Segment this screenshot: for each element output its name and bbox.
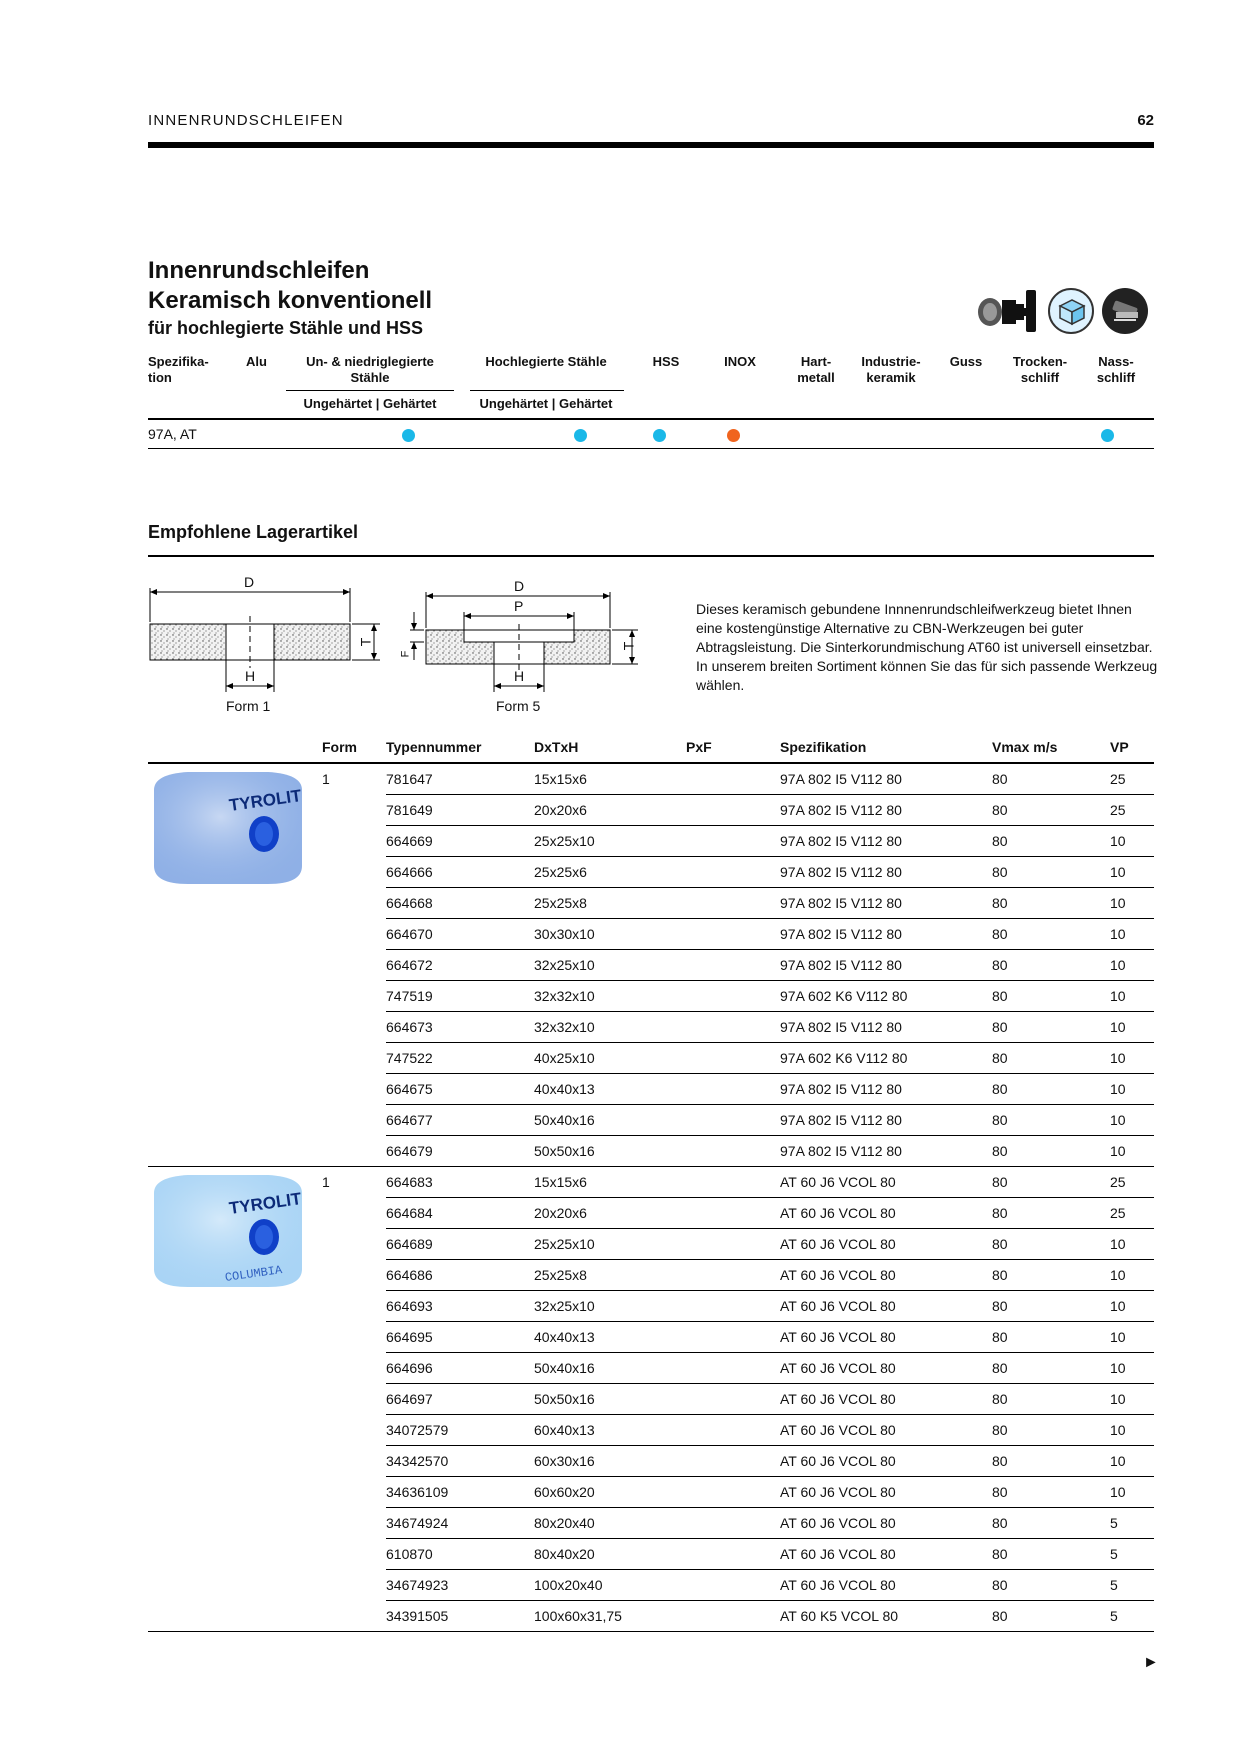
cell-dxtxh: 15x15x6 (534, 763, 686, 795)
matrix-col-guss (944, 354, 988, 370)
form5-caption: Form 5 (496, 698, 541, 714)
cell-dxtxh: 40x25x10 (534, 1043, 686, 1074)
table-row (148, 763, 1154, 795)
matrix-col-label: Trocken- schliff (1012, 354, 1068, 385)
cell-dxtxh: 32x32x10 (534, 981, 686, 1012)
cell-vmax: 80 (992, 919, 1110, 950)
cell-vp: 10 (1110, 1074, 1154, 1105)
cell-typennummer: 747522 (386, 1043, 534, 1074)
col-typennummer: Typennummer (386, 731, 534, 763)
cell-typennummer: 664683 (386, 1167, 534, 1198)
cell-spezifikation: 97A 602 K6 V112 80 (780, 1043, 992, 1074)
col-image (148, 731, 322, 763)
cell-spezifikation: AT 60 J6 VCOL 80 (780, 1353, 992, 1384)
cell-dxtxh: 20x20x6 (534, 1198, 686, 1229)
matrix-col-label: Hart- metall (797, 354, 835, 385)
cell-typennummer: 664669 (386, 826, 534, 857)
matrix-col-unlegiert (290, 354, 450, 386)
dot-hochlegiert (574, 429, 587, 442)
cell-spezifikation: AT 60 J6 VCOL 80 (780, 1229, 992, 1260)
form-diagrams (148, 574, 648, 714)
cell-pxf (686, 1198, 780, 1229)
cell-dxtxh: 32x32x10 (534, 1012, 686, 1043)
cell-pxf (686, 1353, 780, 1384)
cell-spezifikation: AT 60 J6 VCOL 80 (780, 1570, 992, 1601)
cell-spezifikation: AT 60 J6 VCOL 80 (780, 1446, 992, 1477)
cell-typennummer: 664670 (386, 919, 534, 950)
cell-vp: 10 (1110, 1136, 1154, 1167)
cell-vmax: 80 (992, 1043, 1110, 1074)
col-form: Form (322, 731, 386, 763)
cell-spezifikation: 97A 802 I5 V112 80 (780, 1012, 992, 1043)
cell-pxf (686, 888, 780, 919)
matrix-col-label: INOX (724, 354, 756, 369)
product-image (148, 763, 322, 1167)
cell-dxtxh: 25x25x6 (534, 857, 686, 888)
cell-typennummer: 34391505 (386, 1601, 534, 1632)
cell-vmax: 80 (992, 826, 1110, 857)
form1-label-t: T (357, 637, 374, 647)
cell-pxf (686, 857, 780, 888)
cell-typennummer: 664666 (386, 857, 534, 888)
product-description: Dieses keramisch gebundene Innnenrundschleifwerkzeug bietet Ihnen eine kostengünstige Alternative zu CBN-Werkzeugen bei guter Abtragsleistung. Die Sinterkorundmischung AT60 ist universell einsetzbar. In unserem breiten Sortiment können Sie das für sich passende Werkzeug wählen. (696, 601, 1158, 693)
table-header-row (148, 731, 1154, 763)
cell-vmax: 80 (992, 1105, 1110, 1136)
form1-label-d: D (244, 574, 255, 590)
cell-pxf (686, 1105, 780, 1136)
matrix-header-rule (148, 418, 1154, 420)
cell-typennummer: 664686 (386, 1260, 534, 1291)
cell-vmax: 80 (992, 1570, 1110, 1601)
cell-vp: 10 (1110, 1384, 1154, 1415)
cell-typennummer: 664677 (386, 1105, 534, 1136)
cell-typennummer: 781649 (386, 795, 534, 826)
matrix-col-label: Nass- schliff (1096, 354, 1136, 385)
cell-pxf (686, 1291, 780, 1322)
cell-spezifikation: 97A 802 I5 V112 80 (780, 826, 992, 857)
col-spezifikation: Spezifikation (780, 731, 992, 763)
cell-dxtxh: 25x25x10 (534, 1229, 686, 1260)
cell-dxtxh: 50x40x16 (534, 1105, 686, 1136)
cell-vp: 10 (1110, 1012, 1154, 1043)
cell-vp: 10 (1110, 1477, 1154, 1508)
cell-typennummer: 34674923 (386, 1570, 534, 1601)
application-icons (976, 284, 1148, 338)
cell-vmax: 80 (992, 1074, 1110, 1105)
cell-spezifikation: 97A 802 I5 V112 80 (780, 950, 992, 981)
cell-vmax: 80 (992, 1012, 1110, 1043)
cell-pxf (686, 1446, 780, 1477)
cell-vmax: 80 (992, 1415, 1110, 1446)
section-title: Empfohlene Lagerartikel (148, 522, 359, 542)
cell-vmax: 80 (992, 1601, 1110, 1632)
cell-spezifikation: AT 60 J6 VCOL 80 (780, 1415, 992, 1446)
matrix-sub-unlegiert: Ungehärtet | Gehärtet (303, 396, 437, 411)
matrix-col-label: Industrie- keramik (861, 354, 921, 385)
cell-spezifikation: AT 60 J6 VCOL 80 (780, 1322, 992, 1353)
cell-dxtxh: 20x20x6 (534, 795, 686, 826)
matrix-col-label: Spezifika- tion (148, 354, 209, 385)
col-vp: VP (1110, 731, 1154, 763)
matrix-col-alu (246, 354, 286, 370)
cell-typennummer: 781647 (386, 763, 534, 795)
cell-vp: 25 (1110, 763, 1154, 795)
running-header: INNENRUNDSCHLEIFEN (148, 112, 344, 129)
cell-spezifikation: AT 60 J6 VCOL 80 (780, 1539, 992, 1570)
cell-pxf (686, 1167, 780, 1198)
cell-pxf (686, 1477, 780, 1508)
cell-vp: 10 (1110, 1446, 1154, 1477)
cell-vmax: 80 (992, 1353, 1110, 1384)
cell-typennummer: 664689 (386, 1229, 534, 1260)
cell-typennummer: 664696 (386, 1353, 534, 1384)
cell-vp: 10 (1110, 888, 1154, 919)
section-rule (148, 555, 1154, 557)
form5-label-t: T (620, 641, 637, 651)
cell-dxtxh: 40x40x13 (534, 1322, 686, 1353)
cell-spezifikation: AT 60 J6 VCOL 80 (780, 1384, 992, 1415)
cell-vp: 5 (1110, 1539, 1154, 1570)
cell-typennummer: 747519 (386, 981, 534, 1012)
col-dxtxh: DxTxH (534, 731, 686, 763)
cell-pxf (686, 1229, 780, 1260)
cell-typennummer: 664668 (386, 888, 534, 919)
cell-spezifikation: AT 60 J6 VCOL 80 (780, 1508, 992, 1539)
cell-spezifikation: AT 60 J6 VCOL 80 (780, 1260, 992, 1291)
cell-vp: 5 (1110, 1508, 1154, 1539)
cell-pxf (686, 1539, 780, 1570)
matrix-col-label: Hochlegierte Stähle (485, 354, 607, 369)
page-number: 62 (1137, 112, 1154, 129)
wheel-brand-text: TYROLIT (227, 1189, 303, 1219)
cell-dxtxh: 25x25x10 (534, 826, 686, 857)
cell-vmax: 80 (992, 1322, 1110, 1353)
cell-typennummer: 664679 (386, 1136, 534, 1167)
matrix-col-industriekeramik (854, 354, 928, 386)
cell-dxtxh: 32x25x10 (534, 1291, 686, 1322)
cell-dxtxh: 32x25x10 (534, 950, 686, 981)
cell-vmax: 80 (992, 1539, 1110, 1570)
matrix-col-label: Alu (246, 354, 267, 369)
cell-vp: 10 (1110, 1105, 1154, 1136)
matrix-col-label: Un- & niedriglegierte Stähle (306, 354, 434, 385)
cell-vmax: 80 (992, 857, 1110, 888)
cell-pxf (686, 826, 780, 857)
cell-spezifikation: 97A 802 I5 V112 80 (780, 857, 992, 888)
cell-vp: 10 (1110, 981, 1154, 1012)
product-image (148, 1167, 322, 1632)
grinding-wheel-image (148, 1171, 308, 1291)
cell-dxtxh: 50x50x16 (534, 1136, 686, 1167)
cell-vp: 5 (1110, 1570, 1154, 1601)
cell-spezifikation: AT 60 J6 VCOL 80 (780, 1477, 992, 1508)
wheel-brand-text: TYROLIT (227, 786, 303, 816)
cell-vp: 10 (1110, 950, 1154, 981)
matrix-col-label: HSS (652, 354, 680, 369)
cell-vp: 5 (1110, 1601, 1154, 1632)
cell-vmax: 80 (992, 981, 1110, 1012)
cell-spezifikation: AT 60 J6 VCOL 80 (780, 1167, 992, 1198)
col-pxf: PxF (686, 731, 780, 763)
cell-spezifikation: 97A 802 I5 V112 80 (780, 763, 992, 795)
cell-vp: 25 (1110, 795, 1154, 826)
form1-caption: Form 1 (226, 698, 271, 714)
cell-spezifikation: 97A 802 I5 V112 80 (780, 1074, 992, 1105)
cell-vp: 10 (1110, 826, 1154, 857)
cell-spezifikation: 97A 802 I5 V112 80 (780, 888, 992, 919)
cell-dxtxh: 30x30x10 (534, 919, 686, 950)
cell-spezifikation: 97A 802 I5 V112 80 (780, 1136, 992, 1167)
page-title (148, 256, 432, 316)
cell-vp: 10 (1110, 1415, 1154, 1446)
cell-vmax: 80 (992, 888, 1110, 919)
cell-typennummer: 34674924 (386, 1508, 534, 1539)
matrix-col-spezifikation (148, 354, 228, 386)
next-page-arrow[interactable]: ► (1143, 1654, 1159, 1671)
cell-vp: 10 (1110, 1353, 1154, 1384)
matrix-col-hochlegiert (466, 354, 626, 370)
matrix-bottom-rule (148, 448, 1154, 449)
cell-spezifikation: AT 60 J6 VCOL 80 (780, 1291, 992, 1322)
matrix-sub-hochlegiert: Ungehärtet | Gehärtet (479, 396, 613, 411)
cell-spezifikation: 97A 802 I5 V112 80 (780, 1105, 992, 1136)
grinding-machine-icon (976, 288, 1040, 334)
cell-vp: 10 (1110, 1291, 1154, 1322)
cell-vp: 10 (1110, 919, 1154, 950)
cell-vmax: 80 (992, 950, 1110, 981)
cell-dxtxh: 25x25x8 (534, 1260, 686, 1291)
cell-dxtxh: 40x40x13 (534, 1074, 686, 1105)
dot-nassschliff (1101, 429, 1114, 442)
cell-pxf (686, 1322, 780, 1353)
matrix-col-trockenschliff (1004, 354, 1076, 386)
cell-spezifikation: 97A 802 I5 V112 80 (780, 795, 992, 826)
product-table (148, 731, 1154, 1632)
header-rule (148, 142, 1154, 148)
form5-label-f: F (399, 650, 412, 658)
matrix-subheader-rule (470, 390, 624, 391)
form5-label-d: D (514, 578, 525, 594)
cell-dxtxh: 100x20x40 (534, 1570, 686, 1601)
grinding-wheel-image (148, 768, 308, 888)
title-line-1: Innenrundschleifen (148, 257, 370, 284)
cell-dxtxh: 60x60x20 (534, 1477, 686, 1508)
grinding-wheel-icon (1102, 288, 1148, 334)
matrix-col-inox (718, 354, 762, 370)
cell-pxf (686, 1074, 780, 1105)
cell-vp: 25 (1110, 1198, 1154, 1229)
form5-label-h: H (514, 668, 525, 684)
cell-pxf (686, 1415, 780, 1446)
cell-dxtxh: 100x60x31,75 (534, 1601, 686, 1632)
cell-vmax: 80 (992, 1229, 1110, 1260)
cell-pxf (686, 1012, 780, 1043)
workpiece-icon (1048, 288, 1094, 334)
cell-pxf (686, 1043, 780, 1074)
cell-pxf (686, 795, 780, 826)
matrix-subheader-rule (286, 390, 454, 391)
cell-form: 1 (322, 1167, 386, 1632)
cell-dxtxh: 15x15x6 (534, 1167, 686, 1198)
cell-spezifikation: AT 60 J6 VCOL 80 (780, 1198, 992, 1229)
cell-spezifikation: AT 60 K5 VCOL 80 (780, 1601, 992, 1632)
cell-vp: 10 (1110, 1043, 1154, 1074)
cell-pxf (686, 919, 780, 950)
cell-vmax: 80 (992, 1260, 1110, 1291)
cell-vmax: 80 (992, 1136, 1110, 1167)
cell-typennummer: 664672 (386, 950, 534, 981)
matrix-col-hartmetall (792, 354, 840, 386)
cell-typennummer: 34342570 (386, 1446, 534, 1477)
dot-hss (653, 429, 666, 442)
cell-typennummer: 664695 (386, 1322, 534, 1353)
form1-drawing (150, 588, 380, 692)
cell-vp: 10 (1110, 857, 1154, 888)
cell-pxf (686, 763, 780, 795)
cell-typennummer: 34636109 (386, 1477, 534, 1508)
dot-inox (727, 429, 740, 442)
cell-typennummer: 34072579 (386, 1415, 534, 1446)
cell-vp: 10 (1110, 1260, 1154, 1291)
cell-dxtxh: 80x40x20 (534, 1539, 686, 1570)
cell-form: 1 (322, 763, 386, 1167)
cell-pxf (686, 1601, 780, 1632)
matrix-row-label: 97A, AT (148, 426, 197, 442)
dot-unlegiert (402, 429, 415, 442)
wheel-sub-text: COLUMBIA (224, 1263, 284, 1285)
cell-pxf (686, 1260, 780, 1291)
cell-typennummer: 664697 (386, 1384, 534, 1415)
cell-dxtxh: 25x25x8 (534, 888, 686, 919)
matrix-col-label: Guss (949, 354, 983, 369)
title-line-2: Keramisch konventionell (148, 287, 433, 314)
cell-dxtxh: 50x50x16 (534, 1384, 686, 1415)
cell-vp: 25 (1110, 1167, 1154, 1198)
matrix-col-nassschliff (1088, 354, 1144, 386)
col-vmax: Vmax m/s (992, 731, 1110, 763)
cell-typennummer: 664684 (386, 1198, 534, 1229)
cell-vmax: 80 (992, 1477, 1110, 1508)
cell-pxf (686, 1508, 780, 1539)
cell-typennummer: 664673 (386, 1012, 534, 1043)
cell-pxf (686, 950, 780, 981)
cell-dxtxh: 60x40x13 (534, 1415, 686, 1446)
cell-pxf (686, 981, 780, 1012)
cell-typennummer: 664693 (386, 1291, 534, 1322)
cell-vp: 10 (1110, 1322, 1154, 1353)
cell-typennummer: 610870 (386, 1539, 534, 1570)
cell-vmax: 80 (992, 795, 1110, 826)
cell-pxf (686, 1136, 780, 1167)
matrix-col-hss (646, 354, 686, 370)
cell-dxtxh: 50x40x16 (534, 1353, 686, 1384)
cell-vmax: 80 (992, 1198, 1110, 1229)
cell-spezifikation: 97A 802 I5 V112 80 (780, 919, 992, 950)
cell-typennummer: 664675 (386, 1074, 534, 1105)
cell-vmax: 80 (992, 1384, 1110, 1415)
table-row (148, 1167, 1154, 1198)
cell-dxtxh: 80x20x40 (534, 1508, 686, 1539)
cell-pxf (686, 1384, 780, 1415)
form1-label-h: H (245, 668, 256, 684)
cell-pxf (686, 1570, 780, 1601)
cell-spezifikation: 97A 602 K6 V112 80 (780, 981, 992, 1012)
form5-label-p: P (514, 598, 524, 614)
cell-vmax: 80 (992, 1167, 1110, 1198)
cell-dxtxh: 60x30x16 (534, 1446, 686, 1477)
cell-vp: 10 (1110, 1229, 1154, 1260)
cell-vmax: 80 (992, 1291, 1110, 1322)
cell-vmax: 80 (992, 1508, 1110, 1539)
cell-vmax: 80 (992, 1446, 1110, 1477)
page-subtitle: für hochlegierte Stähle und HSS (148, 318, 424, 338)
cell-vmax: 80 (992, 763, 1110, 795)
